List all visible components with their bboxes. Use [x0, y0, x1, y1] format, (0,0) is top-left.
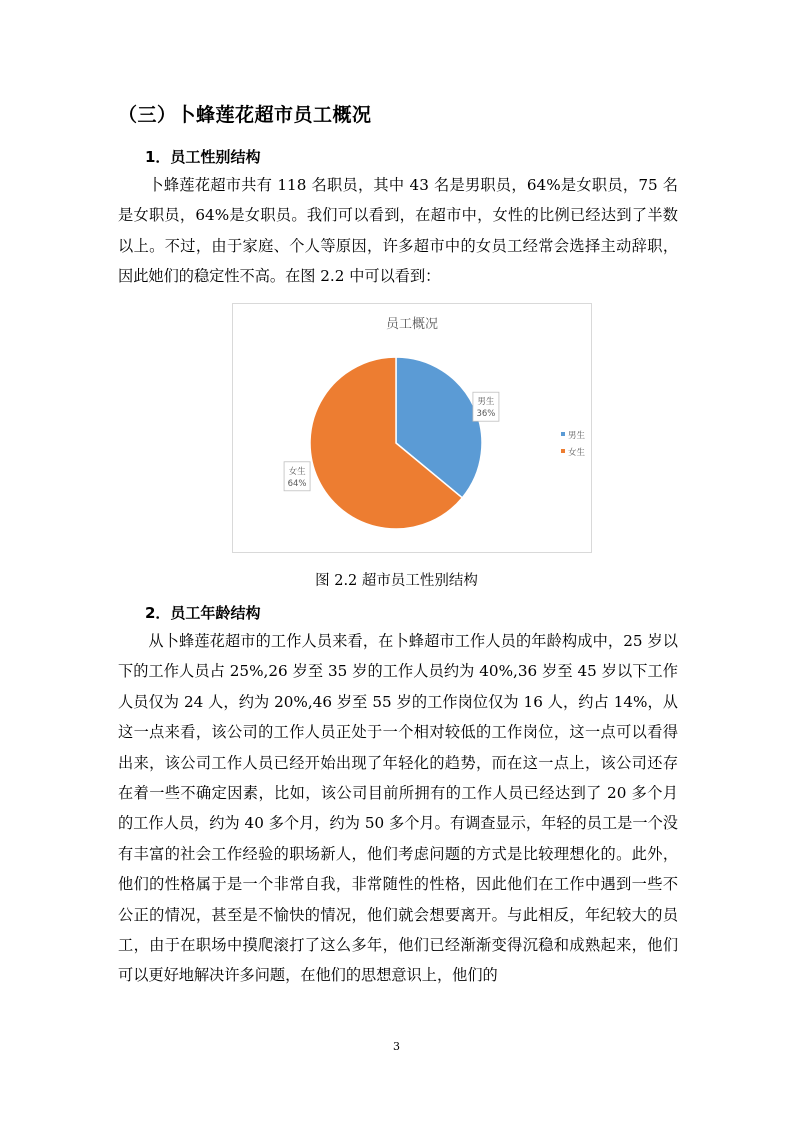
paragraph-age: 从卜蜂莲花超市的工作人员来看，在卜蜂超市工作人员的年龄构成中，25 岁以下的工作人员占 25%,26 岁至 35 岁的工作人员约为 40%,36 岁至 45 岁以下工作人员仅为 24 人，约为 20%,46 岁至 55 岁的工作岗位仅为 16 人，约占 14%，从这一点来看，该公司的工作人员正处于一个相对较低的工作岗位，这一点可以看得出来，该公司工作人员已经开始出现了年轻化的趋势，而在这一点上，该公司还存在着一些不确定因素，比如，该公司目前所拥有的工作人员已经达到了 20 多个月的工作人员，约为 40 多个月，约为 50 多个月。有调查显示，年轻的员工是一个没有丰富的社会工作经验的职场新人，他们考虑问题的方式是比较理想化的。此外，他们的性格属于是一个非常自我，非常随性的性格，因此他们在工作中遇到一些不公正的情况，甚至是不愉快的情况，他们就会想要离开。与此相反，年纪较大的员工，由于在职场中摸爬滚打了这么多年，他们已经渐渐变得沉稳和成熟起来，他们可以更好地解决许多问题，在他们的思想意识上，他们的 [118, 632, 678, 985]
svg-text:女生: 女生 [568, 448, 586, 458]
pie-data-label-1 [473, 392, 499, 421]
svg-text:男生: 男生 [477, 397, 495, 408]
legend-item-1 [561, 430, 586, 441]
pie-data-label-2 [284, 462, 310, 491]
figure-caption: 图 2.2 超市员工性别结构 [315, 573, 478, 589]
chart-title: 员工概况 [385, 317, 438, 332]
pie-chart [232, 303, 592, 553]
svg-text:男生: 男生 [568, 431, 586, 441]
svg-text:64%: 64% [287, 478, 307, 489]
legend-item-2 [561, 447, 586, 458]
svg-text:36%: 36% [476, 409, 496, 420]
section-heading: （三）卜蜂莲花超市员工概况 [118, 104, 372, 126]
subsection-title-gender: 1．员工性别结构 [145, 148, 261, 166]
svg-text:女生: 女生 [288, 466, 306, 477]
paragraph-gender: 卜蜂莲花超市共有 118 名职员，其中 43 名是男职员，64%是女职员，75 名是女职员，64%是女职员。我们可以看到，在超市中，女性的比例已经达到了半数以上。不过，由于家庭、个人等原因，许多超市中的女员工经常会选择主动辞职，因此她们的稳定性不高。在图 2.2 中可以看到： [118, 176, 678, 286]
pie-chart-svg [233, 304, 591, 552]
subsection-title-age: 2．员工年龄结构 [145, 604, 261, 622]
page-number: 3 [393, 1040, 400, 1053]
